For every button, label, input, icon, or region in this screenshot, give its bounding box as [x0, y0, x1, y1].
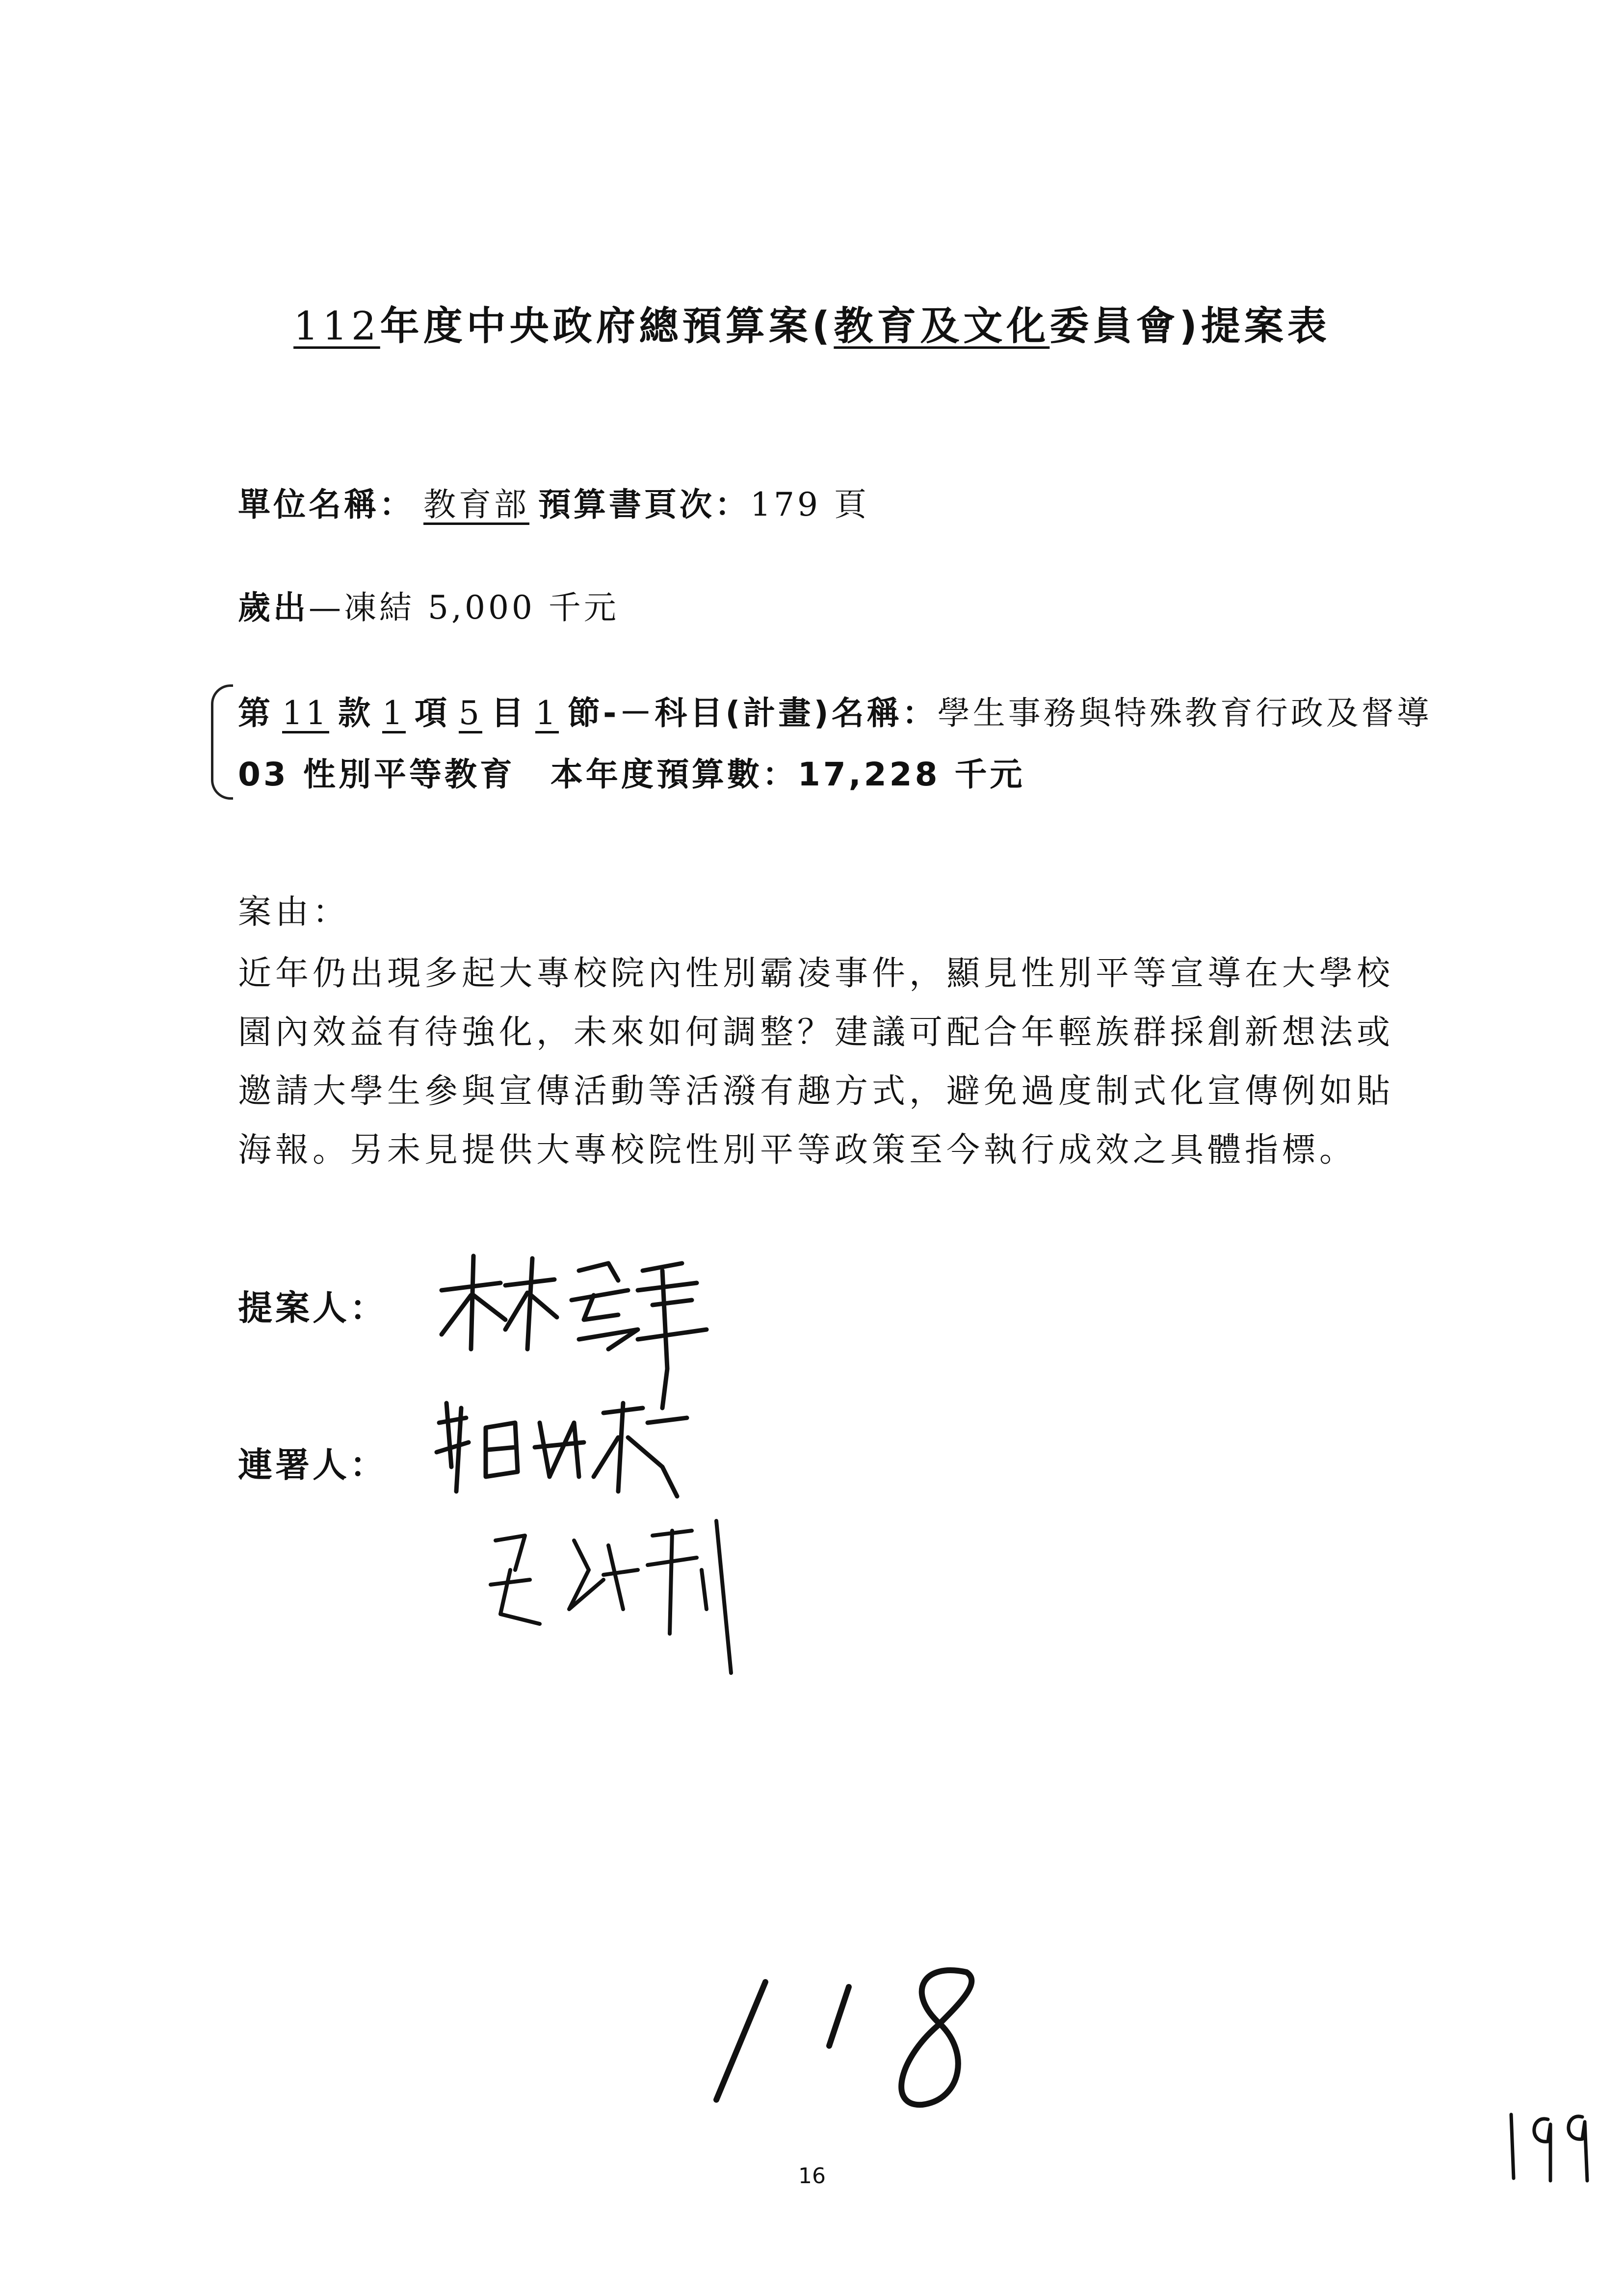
cosigner-label: 連署人： [238, 1445, 387, 1485]
item-line-1 [238, 687, 1432, 733]
cosigner-signature-2 [486, 1511, 760, 1678]
reason-label: 案由： [238, 893, 350, 932]
unit-line [238, 478, 869, 525]
corner-handwritten-number [1501, 2095, 1595, 2188]
reason-body [238, 944, 1394, 1180]
item-bracket [211, 684, 233, 800]
kuan-label: 第 [238, 694, 273, 732]
reason-line: 海報。另未見提供大專校院性別平等政策至今執行成效之具體指標。 [238, 1131, 1357, 1170]
reason-line: 近年仍出現多起大專校院內性別霸凌事件，顯見性別平等宣導在大學校 [238, 954, 1394, 993]
title-prefix: 年度中央政府總預算案( [380, 303, 834, 349]
unit-label: 單位名稱： [238, 486, 415, 523]
title-committee: 教育及文化 [834, 303, 1050, 349]
unit-value: 教育部 [423, 486, 529, 523]
handwritten-number-118 [707, 1953, 1001, 2119]
reason-line: 園內效益有待強化，未來如何調整？建議可配合年輕族群採創新想法或 [238, 1013, 1394, 1052]
mu-unit: 目 [491, 694, 526, 732]
kuan-unit: 款 [338, 694, 373, 732]
corner-number-text [1501, 2095, 1506, 2100]
jie-number: 1 [535, 694, 559, 732]
expense-value: —凍結 5,000 千元 [309, 589, 619, 626]
proposer-label: 提案人： [238, 1288, 387, 1328]
xiang-unit: 項 [414, 694, 450, 732]
title-year: 112 [293, 303, 380, 349]
document-title [0, 294, 1624, 351]
mu-number: 5 [458, 694, 482, 732]
expense-label: 歲出 [238, 589, 309, 626]
xiang-number: 1 [382, 694, 406, 732]
jie-unit: 節-－科目(計畫)名稱： [567, 694, 938, 732]
title-suffix: 委員會)提案表 [1049, 303, 1331, 349]
page-ref-label: 預算書頁次： [538, 486, 750, 523]
page-number: 16 [798, 2164, 826, 2189]
handwritten-number-text [707, 1953, 711, 1957]
subject-name: 學生事務與特殊教育行政及督導 [937, 694, 1432, 732]
reason-line: 邀請大學生參與宣傳活動等活潑有趣方式，避免過度制式化宣傳例如貼 [238, 1072, 1394, 1111]
page-ref-value: 179 頁 [750, 486, 869, 523]
expense-line [238, 581, 619, 628]
cosigner-signature-1 [432, 1393, 697, 1506]
item-line-2: 03 性別平等教育 本年度預算數：17,228 千元 [238, 756, 1025, 793]
kuan-number: 11 [282, 694, 329, 732]
